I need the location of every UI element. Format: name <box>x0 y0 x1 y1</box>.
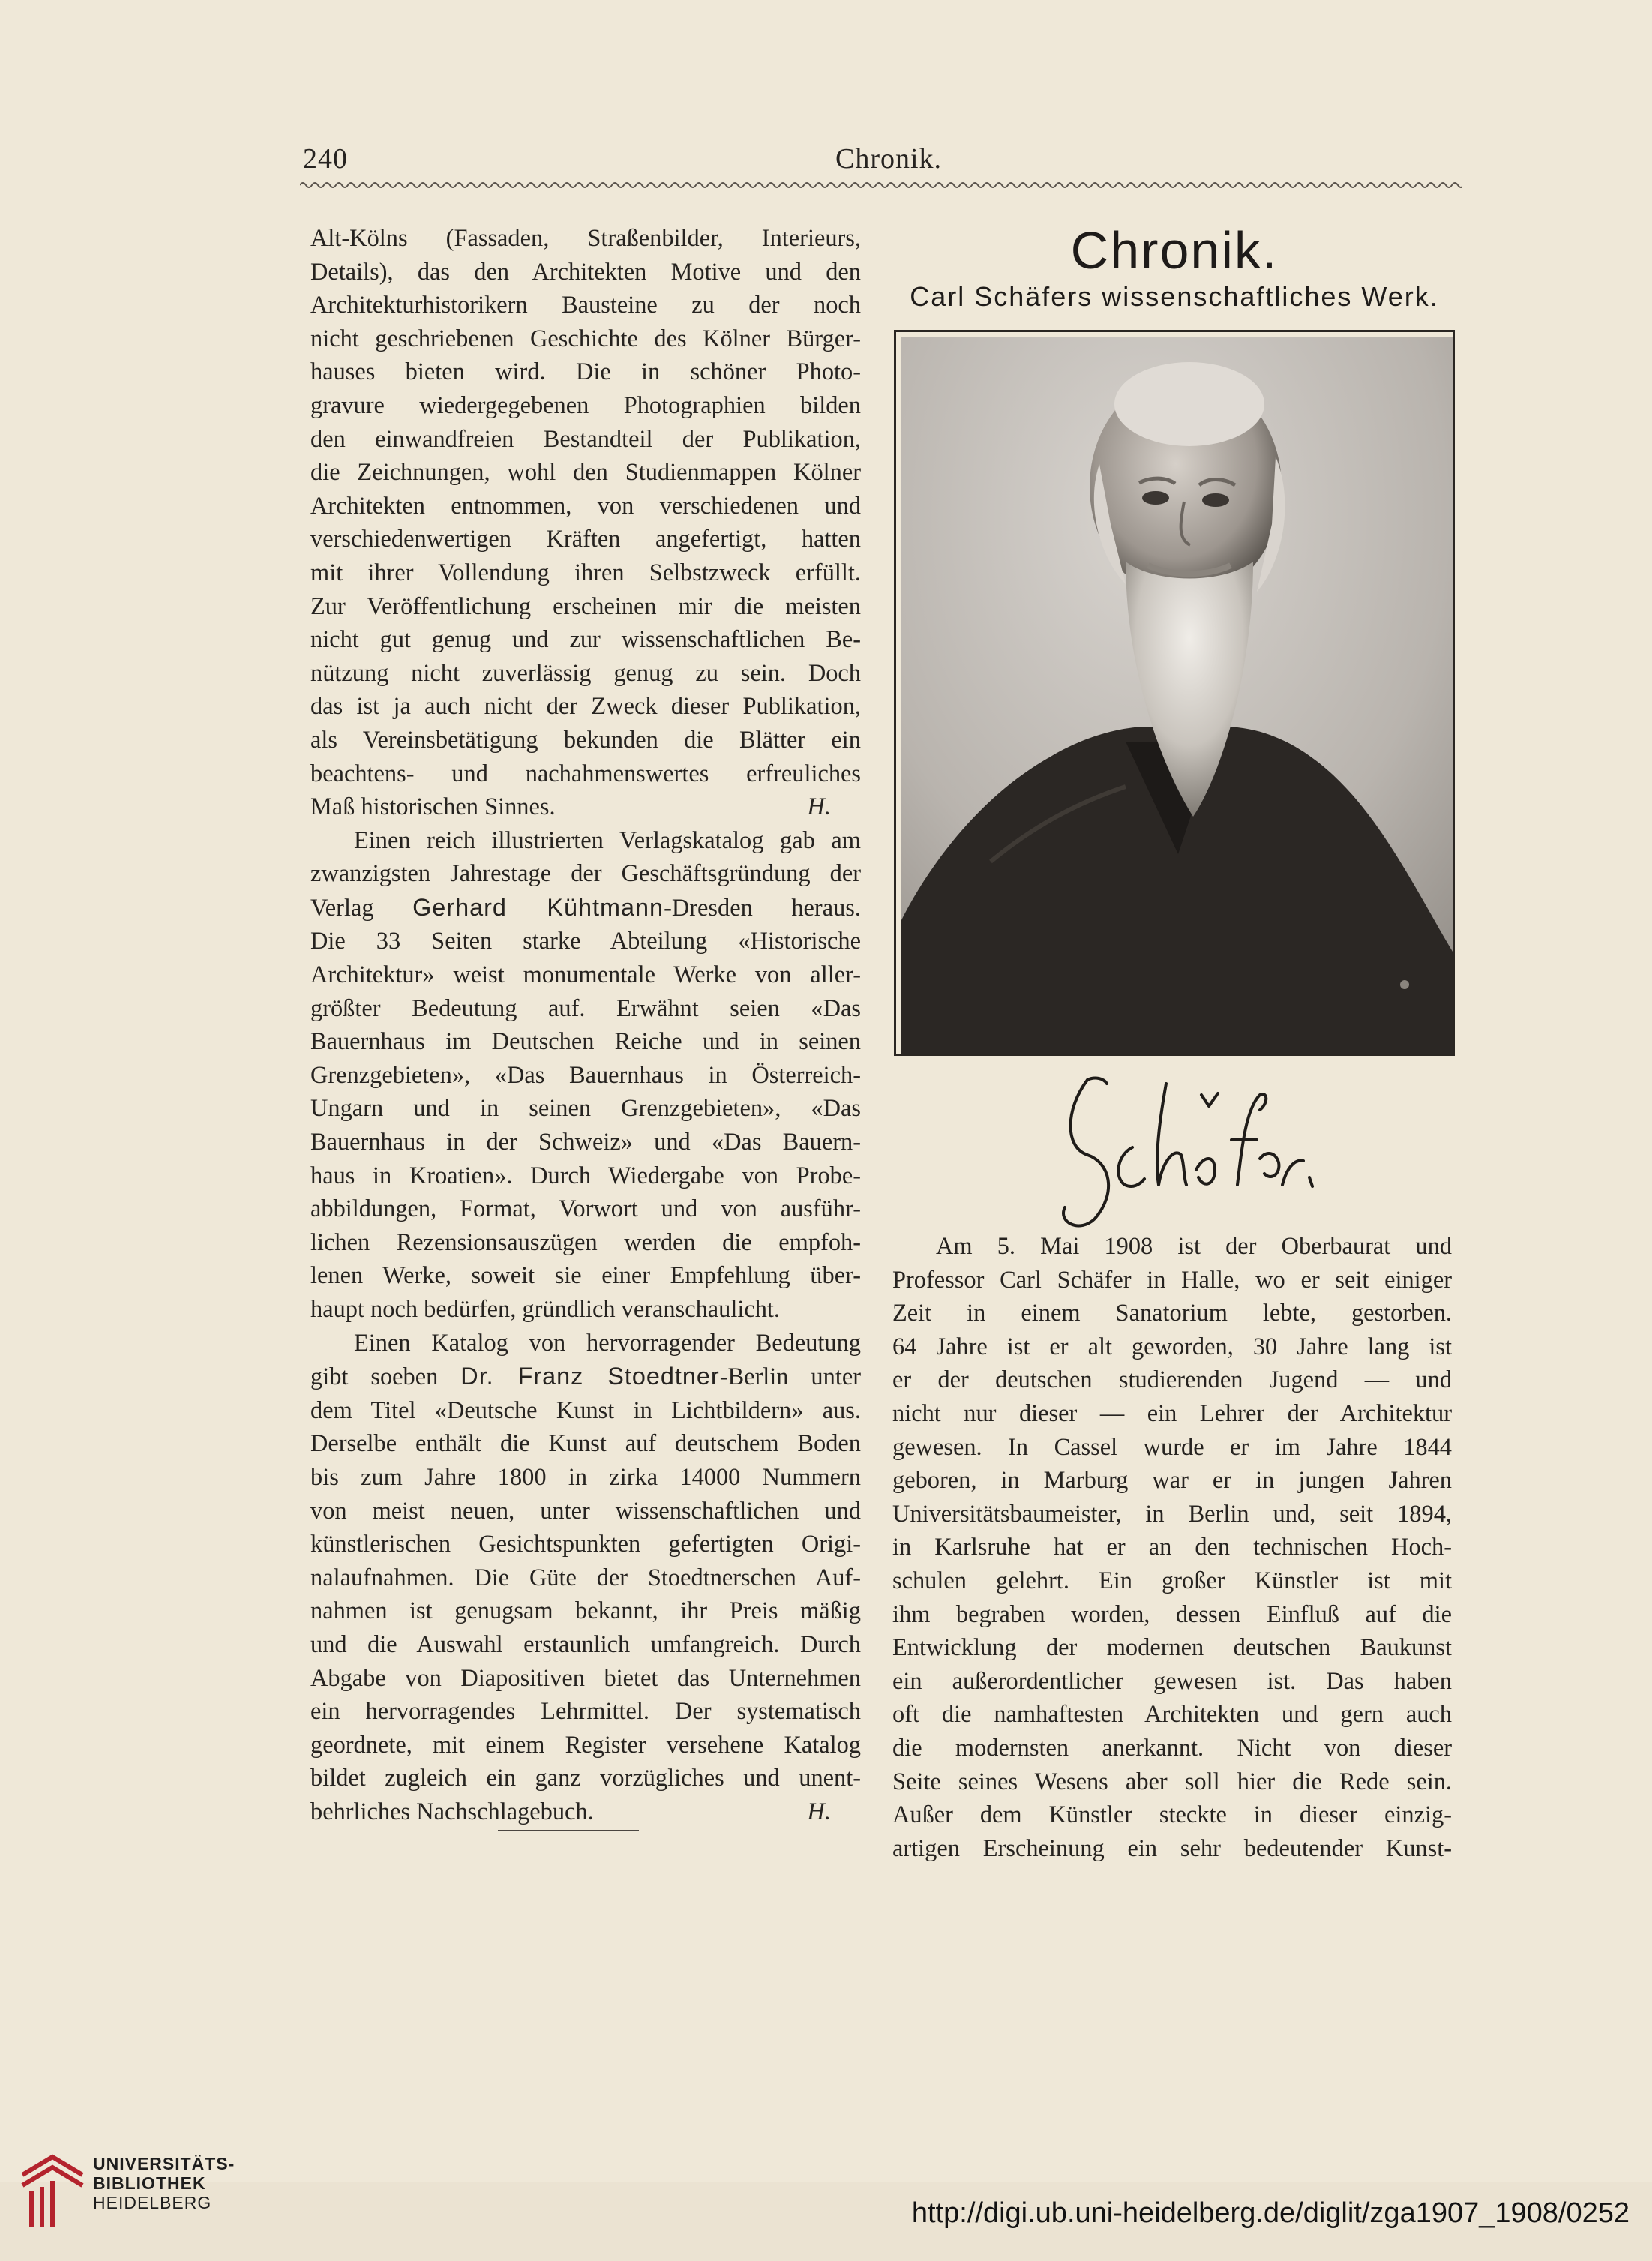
paragraph-line: Professor Carl Schäfer in Halle, wo er seit einiger <box>892 1266 1452 1294</box>
paragraph-line: 64 Jahre ist er alt geworden, 30 Jahre lang ist <box>892 1333 1452 1360</box>
signature-icon <box>1035 1065 1320 1237</box>
paragraph-line: geordnete, mit einem Register versehene Katalog <box>310 1731 861 1759</box>
author-name: Dr. Franz Stoedtner <box>460 1363 720 1390</box>
author-initial: H. <box>807 1798 831 1825</box>
paragraph-line: Architekturhistorikern Bausteine zu der noch <box>310 292 861 319</box>
section-subtitle: Carl Schäfers wissenschaftliches Werk. <box>910 281 1439 312</box>
paragraph-line: den einwandfreien Bestandteil der Publikation, <box>310 425 861 453</box>
paragraph-line: Seite seines Wesens aber soll hier die Rede sein. <box>892 1768 1452 1795</box>
paragraph-line: Details), das den Architekten Motive und den <box>310 258 861 286</box>
section-title: Chronik. <box>1070 221 1279 280</box>
running-head <box>303 142 1458 180</box>
paragraph-line: als Vereinsbetätigung bekunden die Blätter ein <box>310 726 861 754</box>
paragraph-line: zwanzigsten Jahrestage der Geschäftsgründung der <box>310 860 861 888</box>
right-column <box>892 1230 1452 1865</box>
paragraph-stoedtner-catalog <box>310 1394 861 1795</box>
library-logo[interactable] <box>16 2149 241 2233</box>
paragraph-line: Architektur» weist monumentale Werke von aller- <box>310 961 861 989</box>
paragraph-line: Die 33 Seiten starke Abteilung «Historische <box>310 928 861 955</box>
paragraph-line: und die Auswahl erstaunlich umfangreich. Durch <box>310 1630 861 1658</box>
paragraph-line: gravure wiedergegebenen Photographien bilden <box>310 391 861 419</box>
paragraph-line: nicht geschriebenen Geschichte des Kölner Bürger- <box>310 325 861 352</box>
handwritten-signature <box>1035 1065 1320 1241</box>
paragraph-line: bildet zugleich ein ganz vorzügliches und unent- <box>310 1765 861 1792</box>
paragraph-line: haupt noch bedürfen, gründlich veranschaulicht. <box>310 1296 781 1323</box>
paragraph-kuehtmann-catalog-rest <box>310 925 861 1293</box>
paragraph-line: Außer dem Künstler steckte in dieser einzig- <box>892 1801 1452 1829</box>
paragraph-line: verschiedenwertigen Kräften angefertigt, hatten <box>310 526 861 553</box>
paragraph-line: gibt soeben Dr. Franz Stoedtner-Berlin unter <box>310 1363 861 1391</box>
left-column <box>310 222 861 1829</box>
source-url-link[interactable]: http://digi.ub.uni-heidelberg.de/diglit/zga1907_1908/0252 <box>911 2197 1630 2229</box>
paragraph-line: Zur Veröffentlichung erscheinen mir die meisten <box>310 592 861 620</box>
paragraph-line: artigen Erscheinung ein sehr bedeutender Kunst- <box>892 1834 1452 1862</box>
paragraph-line: dem Titel «Deutsche Kunst in Lichtbildern» aus. <box>310 1396 861 1424</box>
paragraph-kuehtmann-catalog <box>310 824 861 891</box>
paragraph-line: oft die namhaftesten Architekten und gern auch <box>892 1701 1452 1729</box>
page-number: 240 <box>303 143 348 175</box>
paragraph-line: geboren, in Marburg war er in jungen Jahren <box>892 1467 1452 1495</box>
library-logo-icon <box>16 2149 88 2233</box>
wavy-rule <box>300 178 1462 192</box>
paragraph-line: Architekten entnommen, von verschiedenen und <box>310 492 861 520</box>
paragraph-line: Alt-Kölns (Fassaden, Straßenbilder, Interieurs, <box>310 225 861 252</box>
portrait-photograph <box>894 330 1455 1056</box>
paragraph-line: Grenzgebieten», «Das Bauernhaus in Österreich- <box>310 1061 861 1089</box>
paragraph-line: Universitätsbaumeister, in Berlin und, seit 1894, <box>892 1500 1452 1528</box>
paragraph-line: er der deutschen studierenden Jugend — und <box>892 1366 1452 1394</box>
paragraph-line: nalaufnahmen. Die Güte der Stoedtnerschen Auf- <box>310 1564 861 1591</box>
paragraph-line: größter Bedeutung auf. Erwähnt seien «Das <box>310 994 861 1022</box>
running-title: Chronik. <box>835 143 943 175</box>
paragraph-line: in Karlsruhe hat er an den technischen Hoch- <box>892 1534 1452 1561</box>
paragraph-line: ein hervorragendes Lehrmittel. Der systematisch <box>310 1698 861 1726</box>
paragraph-line: von meist neuen, unter wissenschaftlichen und <box>310 1497 861 1525</box>
paragraph-line: abbildungen, Format, Vorwort und von ausführ- <box>310 1195 861 1223</box>
paragraph-line: Verlag Gerhard Kühtmann-Dresden heraus. <box>310 893 861 922</box>
paragraph-line: Entwicklung der modernen deutschen Baukunst <box>892 1634 1452 1662</box>
paragraph-line: haus in Kroatien». Durch Wiedergabe von Probe- <box>310 1162 861 1189</box>
paragraph-line: Am 5. Mai 1908 ist der Oberbaurat und <box>936 1233 1452 1260</box>
paragraph-line: Einen Katalog von hervorragender Bedeutung <box>354 1329 861 1357</box>
paragraph-line: nützung nicht zuverlässig genug zu sein. Doch <box>310 659 861 687</box>
paragraph-line: schulen gelehrt. Ein großer Künstler ist mit <box>892 1567 1452 1594</box>
library-name: UNIVERSITÄTS- BIBLIOTHEK HEIDELBERG <box>93 2154 235 2212</box>
paragraph-line: die Zeichnungen, wohl den Studienmappen Kölner <box>310 459 861 487</box>
paragraph-line: Ungarn und in seinen Grenzgebieten», «Das <box>310 1095 861 1123</box>
paragraph-line: Derselbe enthält die Kunst auf deutschem Boden <box>310 1430 861 1458</box>
paragraph-line: Zeit in einem Sanatorium lebte, gestorben. <box>892 1300 1452 1327</box>
paragraph-line: die modernsten anerkannt. Nicht von dieser <box>892 1734 1452 1762</box>
paragraph-line: Bauernhaus im Deutschen Reiche und in seinen <box>310 1028 861 1056</box>
paragraph-line: Abgabe von Diapositiven bietet das Unternehmen <box>310 1664 861 1692</box>
paragraph-line: beachtens- und nachahmenswertes erfreuliches <box>310 760 861 787</box>
paragraph-line: mit ihrer Vollendung ihren Selbstzweck erfüllt. <box>310 559 861 586</box>
portrait-photograph-icon <box>901 337 1453 1054</box>
paragraph-line: das ist ja auch nicht der Zweck dieser Publikation, <box>310 693 861 721</box>
paragraph-line: nahmen ist genugsam bekannt, ihr Preis mäßig <box>310 1597 861 1625</box>
author-initial: H. <box>807 793 831 821</box>
paragraph-obituary <box>892 1230 1452 1865</box>
paragraph-line: lenen Werke, soweit sie einer Empfehlung über- <box>310 1262 861 1290</box>
publisher-name: Gerhard Kühtmann <box>412 893 664 921</box>
paragraph-line: behrliches Nachschlagebuch. H. <box>310 1795 861 1829</box>
paragraph-line: Einen reich illustrierten Verlagskatalog gab am <box>354 826 861 854</box>
paragraph-line: ein außerordentlicher gewesen ist. Das haben <box>892 1667 1452 1695</box>
paragraph-line: gewesen. In Cassel wurde er im Jahre 1844 <box>892 1433 1452 1461</box>
paragraph-line: Bauernhaus in der Schweiz» und «Das Bauern- <box>310 1129 861 1156</box>
paragraph-line: bis zum Jahre 1800 in zirka 14000 Nummern <box>310 1463 861 1491</box>
paragraph-line: Maß historischen Sinnes. H. <box>310 790 861 824</box>
paragraph-line: nicht nur dieser — ein Lehrer der Architektur <box>892 1399 1452 1427</box>
paragraph-line: hauses bieten wird. Die in schöner Photo- <box>310 358 861 386</box>
paragraph-line: künstlerischen Gesichtspunkten gefertigten Origi- <box>310 1531 861 1558</box>
section-end-rule <box>498 1830 639 1831</box>
paragraph-line: nicht gut genug und zur wissenschaftlichen Be- <box>310 626 861 654</box>
paragraph-line: lichen Rezensionsauszügen werden die empfoh- <box>310 1228 861 1256</box>
paragraph-cologne-publication <box>310 222 861 790</box>
paragraph-line: ihm begraben worden, dessen Einfluß auf die <box>892 1600 1452 1628</box>
